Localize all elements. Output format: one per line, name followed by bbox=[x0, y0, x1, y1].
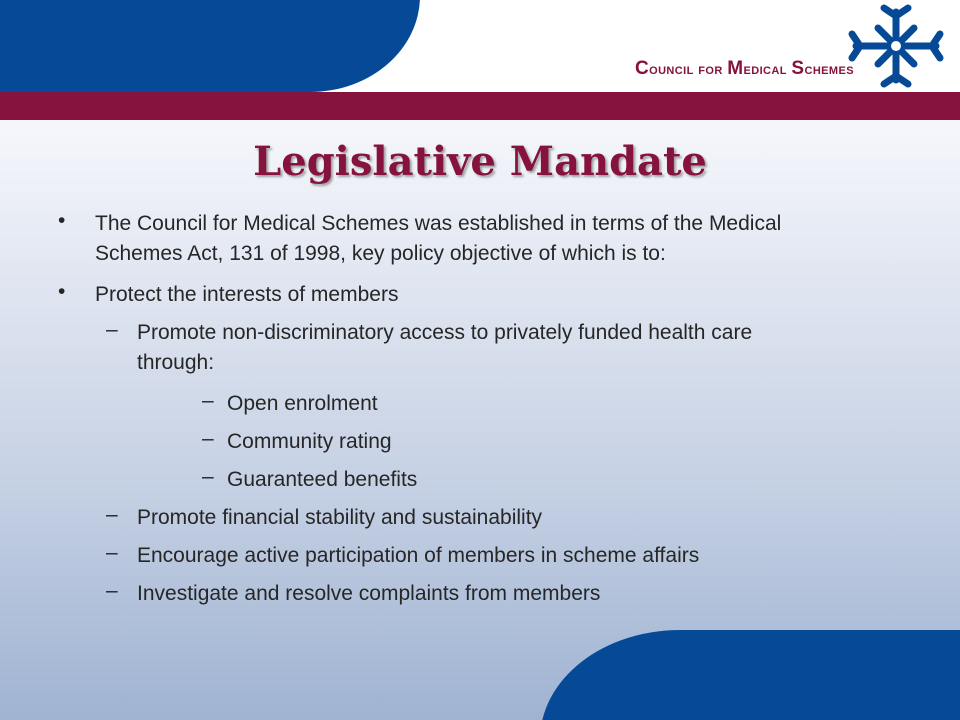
org-name-edical: edical bbox=[743, 61, 792, 78]
sub-item-text-line1: Promote non-discriminatory access to privately funded health care bbox=[137, 321, 753, 344]
sub-item-text-line2: through: bbox=[137, 351, 215, 374]
bullet-marker: • bbox=[58, 280, 66, 303]
dash-marker: – bbox=[202, 465, 214, 488]
dash-marker: – bbox=[202, 427, 214, 450]
org-name-c: C bbox=[635, 58, 650, 79]
dash-marker: – bbox=[202, 389, 214, 412]
bullet-marker: • bbox=[58, 209, 66, 232]
org-name-m: M bbox=[727, 58, 744, 79]
org-name-ouncil-for: ouncil for bbox=[649, 61, 728, 78]
dash-marker: – bbox=[106, 541, 118, 564]
bullet-text-line2: Schemes Act, 131 of 1998, key policy objective of which is to: bbox=[95, 242, 666, 265]
sub-item-financial-stability: Promote financial stability and sustainability bbox=[137, 506, 543, 529]
sub-item-open-enrolment: Open enrolment bbox=[227, 392, 378, 415]
dash-marker: – bbox=[106, 503, 118, 526]
sub-item-active-participation: Encourage active participation of members in scheme affairs bbox=[137, 544, 700, 567]
sub-item-promote-access bbox=[137, 318, 752, 378]
sub-item-complaints: Investigate and resolve complaints from members bbox=[137, 582, 601, 605]
dash-marker: – bbox=[106, 579, 118, 602]
sub-item-guaranteed-benefits: Guaranteed benefits bbox=[227, 468, 418, 491]
bullet-item-established bbox=[95, 209, 781, 269]
org-name-chemes: chemes bbox=[804, 61, 854, 78]
org-name-s: S bbox=[791, 58, 805, 79]
bullet-text-line1: The Council for Medical Schemes was established in terms of the Medical bbox=[95, 212, 782, 235]
dash-marker: – bbox=[106, 318, 118, 341]
sub-item-community-rating: Community rating bbox=[227, 430, 392, 453]
bullet-item-protect: Protect the interests of members bbox=[95, 283, 399, 306]
slide-title: Legislative Mandate bbox=[253, 138, 707, 185]
